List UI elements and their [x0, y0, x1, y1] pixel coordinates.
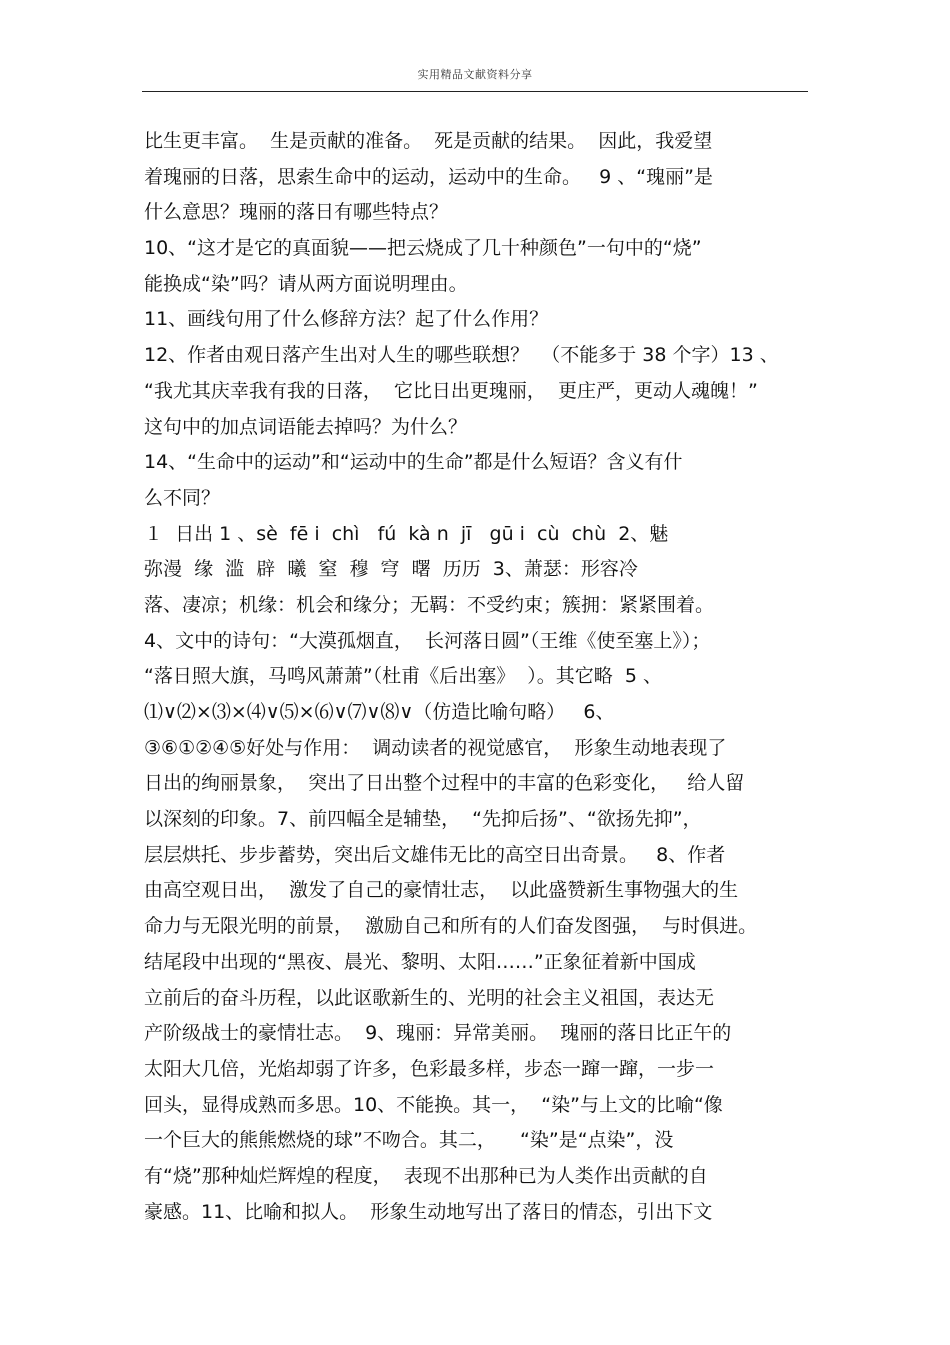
text-line: “落日照大旗，马鸣风萧萧”（杜甫《后出塞》 ）。其它略 5 、 [144, 665, 662, 688]
text-line: 10、“这才是它的真面貌——把云烧成了几十种颜色”一句中的“烧” [144, 237, 702, 260]
header-divider [142, 91, 808, 92]
text-line: 立前后的奋斗历程，以此讴歌新生的、光明的社会主义祖国，表达无 [144, 986, 715, 1009]
text-line: 回头，显得成熟而多思。10、不能换。其一， “染”与上文的比喻“像 [144, 1093, 723, 1116]
text-line: 11、画线句用了什么修辞方法？起了什么作用？ [144, 308, 549, 331]
text-line: 12、作者由观日落产生出对人生的哪些联想？ （不能多于 38 个字）13 、 [144, 344, 779, 367]
text-line: 什么意思？瑰丽的落日有哪些特点？ [144, 201, 449, 224]
text-line: 结尾段中出现的“黑夜、晨光、黎明、太阳……”正象征着新中国成 [144, 950, 696, 973]
text-line: “我尤其庆幸我有我的日落， 它比日出更瑰丽， 更庄严，更动人魂魄！” [144, 379, 758, 402]
text-line: 一个巨大的熊熊燃烧的球”不吻合。其二， “染”是“点染”，没 [144, 1129, 674, 1152]
text-line: 层层烘托、步步蓄势，突出后文雄伟无比的高空日出奇景。 8、作者 [144, 843, 726, 866]
text-line: 豪感。11、比喻和拟人。 形象生动地写出了落日的情态，引出下文 [144, 1200, 713, 1223]
text-line: 能换成“染”吗？请从两方面说明理由。 [144, 272, 468, 295]
text-line: ③⑥①②④⑤好处与作用： 调动读者的视觉感官， 形象生动地表现了 [144, 736, 727, 759]
text-line: １ 日出 1 、sè fē i chì fú kà n jī gū i cù chù 2、魅 [144, 522, 669, 545]
text-line: 日出的绚丽景象， 突出了日出整个过程中的丰富的色彩变化， 给人留 [144, 772, 745, 795]
text-line: 14、“生命中的运动”和“运动中的生命”都是什么短语？含义有什 [144, 451, 683, 474]
text-line: 比生更丰富。 生是贡献的准备。 死是贡献的结果。 因此，我爱望 [144, 130, 713, 152]
text-line: 落、凄凉；机缘：机会和缘分；无羁：不受约束；簇拥：紧紧围着。 [144, 593, 715, 616]
text-line: 以深刻的印象。7、前四幅全是辅垫， “先抑后扬”、“欲扬先抑”， [144, 808, 702, 831]
text-line: 弥漫 缘 滥 辟 曦 窒 穆 穹 曙 历历 3、萧瑟：形容冷 [144, 558, 638, 581]
text-line: 这句中的加点词语能去掉吗？为什么？ [144, 415, 468, 438]
text-line: 么不同？ [144, 486, 221, 509]
text-line: ⑴∨⑵×⑶×⑷∨⑸×⑹∨⑺∨⑻∨（仿造比喻句略） 6、 [144, 701, 615, 723]
text-line: 4、文中的诗句：“大漠孤烟直， 长河落日圆”（王维《使至塞上》）； [144, 629, 711, 652]
text-line: 着瑰丽的日落，思索生命中的运动，运动中的生命。 9 、“瑰丽”是 [144, 165, 713, 188]
text-line: 有“烧”那种灿烂辉煌的程度， 表现不出那种已为人类作出贡献的自 [144, 1164, 708, 1187]
document-body [144, 124, 824, 1230]
text-line: 太阳大几倍，光焰却弱了许多，色彩最多样，步态一蹿一蹿，一步一 [144, 1057, 715, 1080]
text-line: 由高空观日出， 激发了自己的豪情壮志， 以此盛赞新生事物强大的生 [144, 879, 739, 902]
page-header: 实用精品文献资料分享 [417, 68, 533, 81]
text-line: 命力与无限光明的前景， 激励自己和所有的人们奋发图强， 与时俱进。 [144, 915, 758, 938]
text-line: 产阶级战士的豪情壮志。 9、瑰丽：异常美丽。 瑰丽的落日比正午的 [144, 1022, 732, 1045]
